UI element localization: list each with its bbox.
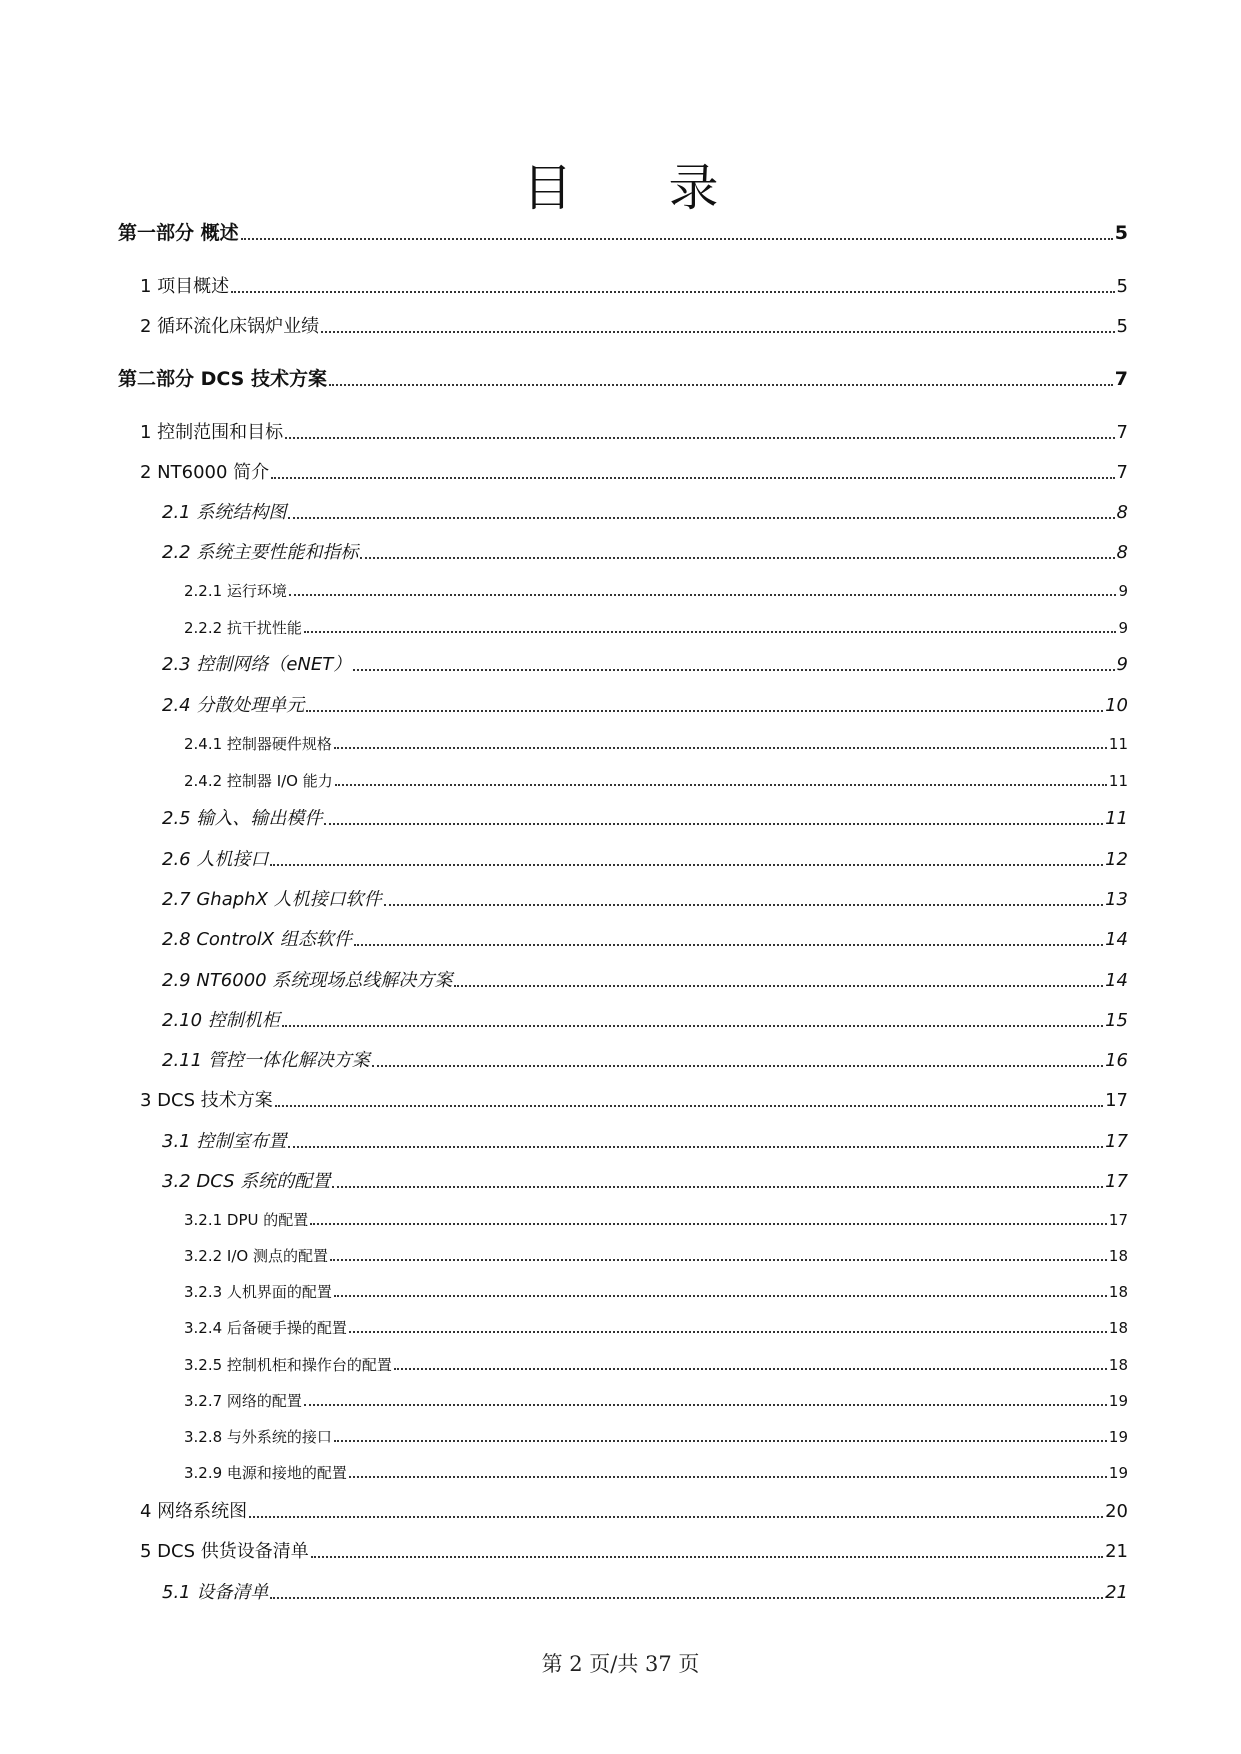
toc-entry-page: 17 (1105, 1090, 1128, 1111)
dot-leader (454, 985, 1103, 987)
toc-entry-text: 2.4 分散处理单元 (162, 695, 305, 716)
toc-entry[interactable] (162, 1584, 1128, 1602)
toc-entry-text: 2 循环流化床锅炉业绩 (140, 316, 320, 337)
toc-entry[interactable] (184, 1321, 1128, 1336)
dot-leader (288, 1146, 1103, 1148)
toc-entry-text: 1 项目概述 (140, 276, 230, 297)
dot-leader (285, 437, 1114, 439)
toc-entry-text: 2.7 GhaphX 人机接口软件 (162, 889, 382, 910)
toc-entry-page: 13 (1105, 889, 1128, 910)
dot-leader (332, 1186, 1103, 1188)
toc-entry-text: 2.6 人机接口 (162, 849, 269, 870)
dot-leader (231, 291, 1114, 293)
toc-entry-page: 19 (1108, 1392, 1128, 1410)
toc-entry-text: 2.10 控制机柜 (162, 1010, 280, 1031)
toc-entry-text: 3.2.4 后备硬手操的配置 (184, 1319, 347, 1337)
dot-leader (329, 384, 1113, 386)
toc-entry[interactable] (140, 464, 1128, 482)
dot-leader (349, 1331, 1107, 1333)
toc-entry[interactable] (184, 1249, 1128, 1264)
toc-entry-page: 19 (1108, 1464, 1128, 1482)
toc-entry-page: 16 (1105, 1050, 1128, 1071)
toc-entry-text: 2.11 管控一体化解决方案 (162, 1050, 370, 1071)
toc-entry-page: 5 (1116, 276, 1128, 297)
toc-entry[interactable] (118, 224, 1128, 243)
dot-leader (334, 1440, 1107, 1442)
toc-entry-text: 2.9 NT6000 系统现场总线解决方案 (162, 970, 453, 991)
dot-leader (311, 1556, 1103, 1558)
dot-leader (321, 331, 1114, 333)
dot-leader (241, 238, 1113, 240)
toc-entry-text: 3.2.7 网络的配置 (184, 1392, 302, 1410)
toc-entry[interactable] (140, 424, 1128, 442)
toc-entry-text: 3.2.1 DPU 的配置 (184, 1211, 309, 1229)
toc-entry-page: 17 (1108, 1211, 1128, 1229)
dot-leader (270, 864, 1103, 866)
dot-leader (334, 747, 1107, 749)
toc-entry[interactable] (184, 584, 1128, 599)
dot-leader (282, 1025, 1103, 1027)
toc-entry-page: 12 (1105, 849, 1128, 870)
dot-leader (349, 1476, 1107, 1478)
toc-entry-page: 7 (1116, 462, 1128, 483)
toc-entry-page: 21 (1105, 1582, 1128, 1603)
toc-entry[interactable] (162, 931, 1128, 949)
toc-entry-page: 9 (1116, 654, 1128, 675)
toc-entry[interactable] (140, 1503, 1128, 1521)
toc-entry-text: 3.2.5 控制机柜和操作台的配置 (184, 1356, 392, 1374)
dot-leader (360, 557, 1114, 559)
toc-entry-text: 2.8 ControlX 组态软件 (162, 929, 352, 950)
toc-entry-page: 17 (1105, 1131, 1128, 1152)
toc-entry-page: 18 (1108, 1283, 1128, 1301)
dot-leader (335, 784, 1107, 786)
toc-entry[interactable] (162, 972, 1128, 990)
dot-leader (270, 1597, 1103, 1599)
toc-entry[interactable] (162, 656, 1128, 674)
toc-entry[interactable] (162, 1012, 1128, 1030)
toc-entry[interactable] (162, 1052, 1128, 1070)
toc-entry-page: 5 (1114, 222, 1128, 244)
dot-leader (304, 1404, 1107, 1406)
dot-leader (330, 1259, 1107, 1261)
toc-entry-page: 18 (1108, 1319, 1128, 1337)
dot-leader (249, 1516, 1103, 1518)
toc-entry[interactable] (140, 278, 1128, 296)
toc-entry-text: 3 DCS 技术方案 (140, 1090, 273, 1111)
toc-entry-text: 2.5 输入、输出模件 (162, 808, 323, 829)
toc-entry[interactable] (162, 851, 1128, 869)
toc-entry-text: 2.2.2 抗干扰性能 (184, 619, 302, 637)
toc-entry-page: 9 (1118, 582, 1128, 600)
toc-entry[interactable] (184, 1466, 1128, 1481)
dot-leader (289, 594, 1117, 596)
toc-entry-text: 3.1 控制室布置 (162, 1131, 287, 1152)
toc-entry[interactable] (184, 1358, 1128, 1373)
dot-leader (384, 904, 1103, 906)
toc-entry[interactable] (162, 504, 1128, 522)
dot-leader (394, 1368, 1107, 1370)
dot-leader (288, 517, 1114, 519)
toc-entry[interactable] (162, 891, 1128, 909)
toc-entry-page: 14 (1105, 970, 1128, 991)
toc-entry-page: 5 (1116, 316, 1128, 337)
dot-leader (275, 1105, 1103, 1107)
toc-entry-page: 20 (1105, 1501, 1128, 1522)
toc-entry[interactable] (184, 621, 1128, 636)
toc-entry[interactable] (184, 1394, 1128, 1409)
dot-leader (353, 669, 1114, 671)
page-footer: 第 2 页/共 37 页 (541, 1652, 700, 1676)
toc-entry-page: 7 (1114, 368, 1128, 390)
toc-entry-page: 8 (1116, 542, 1128, 563)
dot-leader (304, 631, 1117, 633)
toc-entry[interactable] (162, 1173, 1128, 1191)
toc-entry-page: 11 (1108, 772, 1128, 790)
toc-entry-page: 11 (1108, 735, 1128, 753)
toc-entry[interactable] (162, 1133, 1128, 1151)
toc-entry-page: 10 (1105, 695, 1128, 716)
toc-entry[interactable] (184, 737, 1128, 752)
toc-entry[interactable] (162, 810, 1128, 828)
toc-entry[interactable] (184, 1430, 1128, 1445)
toc-entry-text: 3.2.8 与外系统的接口 (184, 1428, 332, 1446)
toc-entry-text: 1 控制范围和目标 (140, 422, 284, 443)
dot-leader (354, 944, 1103, 946)
toc-entry-text: 5 DCS 供货设备清单 (140, 1541, 309, 1562)
dot-leader (310, 1223, 1107, 1225)
toc-entry-text: 2.3 控制网络（eNET） (162, 654, 352, 675)
toc-entry-page: 15 (1105, 1010, 1128, 1031)
toc-entry-page: 18 (1108, 1356, 1128, 1374)
toc-entry[interactable] (140, 1092, 1128, 1110)
toc-title: 目 录 (522, 159, 759, 217)
toc-entry-page: 18 (1108, 1247, 1128, 1265)
toc-entry-text: 2.4.2 控制器 I/O 能力 (184, 772, 333, 790)
dot-leader (306, 710, 1103, 712)
toc-entry-text: 3.2.9 电源和接地的配置 (184, 1464, 347, 1482)
toc-entry-page: 19 (1108, 1428, 1128, 1446)
toc-entry[interactable] (118, 370, 1128, 389)
toc-entry-text: 3.2 DCS 系统的配置 (162, 1171, 331, 1192)
dot-leader (271, 477, 1114, 479)
toc-entry-text: 2 NT6000 简介 (140, 462, 270, 483)
dot-leader (334, 1295, 1107, 1297)
toc-entry[interactable] (162, 697, 1128, 715)
toc-entry[interactable] (140, 1543, 1128, 1561)
toc-entry-text: 2.4.1 控制器硬件规格 (184, 735, 332, 753)
toc-entry-text: 第二部分 DCS 技术方案 (118, 368, 327, 390)
toc-entry-text: 3.2.2 I/O 测点的配置 (184, 1247, 328, 1265)
toc-entry-page: 9 (1118, 619, 1128, 637)
toc-entry-page: 8 (1116, 502, 1128, 523)
toc-entry[interactable] (162, 544, 1128, 562)
toc-entry[interactable] (184, 1213, 1128, 1228)
toc-entry-page: 14 (1105, 929, 1128, 950)
toc-entry-text: 4 网络系统图 (140, 1501, 248, 1522)
toc-entry-text: 3.2.3 人机界面的配置 (184, 1283, 332, 1301)
toc-entry-page: 17 (1105, 1171, 1128, 1192)
toc-entry[interactable] (140, 318, 1128, 336)
toc-entry[interactable] (184, 1285, 1128, 1300)
toc-entry-page: 21 (1105, 1541, 1128, 1562)
toc-entry-text: 5.1 设备清单 (162, 1582, 269, 1603)
toc-entry-page: 11 (1105, 808, 1128, 829)
toc-entry-text: 第一部分 概述 (118, 222, 239, 244)
dot-leader (372, 1065, 1103, 1067)
toc-entry-text: 2.2 系统主要性能和指标 (162, 542, 359, 563)
toc-entry-text: 2.1 系统结构图 (162, 502, 287, 523)
dot-leader (324, 823, 1103, 825)
toc-entry-text: 2.2.1 运行环境 (184, 582, 287, 600)
toc-entry[interactable] (184, 774, 1128, 789)
toc-entry-page: 7 (1116, 422, 1128, 443)
